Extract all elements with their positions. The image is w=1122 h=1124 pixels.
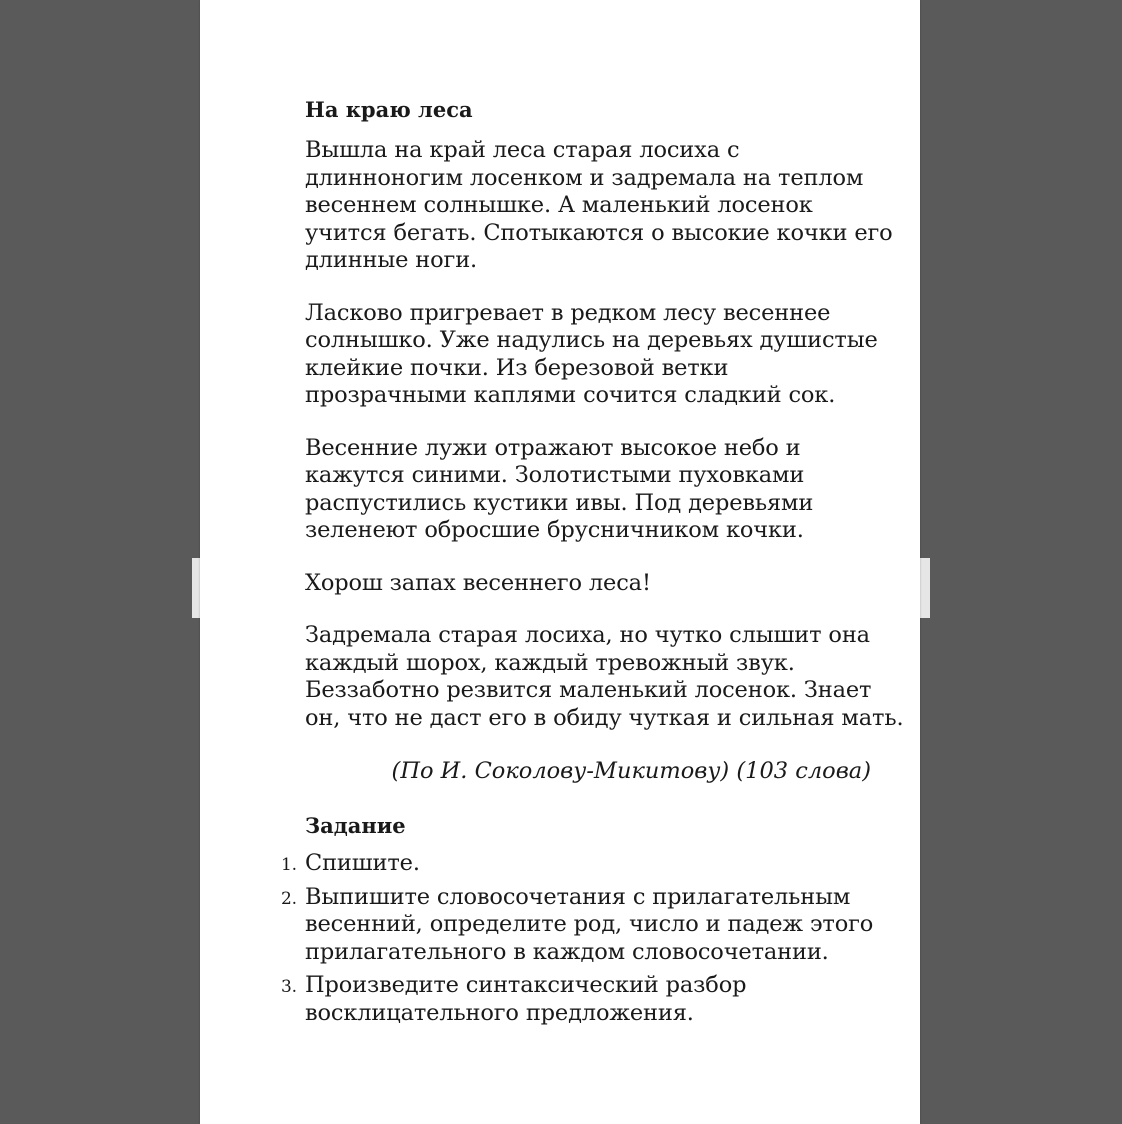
paragraph-line: Ласково пригревает в редком лесу весеннее bbox=[305, 299, 831, 326]
paragraph-line: солнышко. Уже надулись на деревьях душистые bbox=[305, 327, 878, 353]
paragraph bbox=[305, 299, 878, 410]
task-line: Спишите. bbox=[305, 850, 420, 876]
paragraph-line: длинноногим лосенком и задремала на теплом bbox=[305, 164, 864, 191]
task-line: весенний, определите род, число и падеж этого bbox=[305, 911, 874, 937]
paragraph-line: Задремала старая лосиха, но чутко слышит она bbox=[305, 622, 870, 648]
paragraph-line: Беззаботно резвится маленький лосенок. Знает bbox=[305, 677, 872, 703]
task-number: 1. bbox=[281, 855, 297, 875]
paragraph-line: Хорош запах весеннего леса! bbox=[305, 569, 651, 596]
task-line: прилагательного в каждом словосочетании. bbox=[305, 938, 829, 965]
task-list bbox=[281, 850, 875, 1027]
paragraph-line: каждый шорох, каждый тревожный звук. bbox=[305, 649, 795, 676]
task-line: Выпишите словосочетания с прилагательным bbox=[305, 883, 851, 910]
paragraph-line: он, что не даст его в обиду чуткая и сильная мать. bbox=[305, 704, 904, 731]
paragraph-line: распустились кустики ивы. Под деревьями bbox=[305, 489, 814, 516]
paragraph bbox=[305, 137, 893, 275]
paragraph-line: зеленеют обросшие брусничником кочки. bbox=[305, 517, 804, 543]
paragraph bbox=[305, 570, 875, 598]
text-attribution: (По И. Соколову-Микитову) (103 слова) bbox=[391, 758, 871, 784]
paragraph-line: учится бегать. Спотыкаются о высокие кочки его bbox=[305, 219, 893, 246]
paragraph bbox=[305, 622, 904, 732]
task-item bbox=[281, 850, 875, 878]
document-page bbox=[200, 0, 920, 1124]
task-item bbox=[281, 972, 875, 1027]
paragraph bbox=[305, 435, 875, 545]
text-title: На краю леса bbox=[305, 97, 473, 122]
task-number: 3. bbox=[281, 977, 297, 997]
paragraph-line: Весенние лужи отражают высокое небо и bbox=[305, 434, 801, 461]
task-line: восклицательного предложения. bbox=[305, 999, 694, 1026]
paragraph-line: Вышла на край леса старая лосиха с bbox=[305, 137, 740, 163]
paragraph-line: длинные ноги. bbox=[305, 247, 478, 273]
paragraph-line: прозрачными каплями сочится сладкий сок. bbox=[305, 382, 836, 408]
paragraph-line: весеннем солнышке. А маленький лосенок bbox=[305, 192, 813, 218]
document-content bbox=[281, 96, 904, 1033]
task-heading: Задание bbox=[305, 813, 406, 838]
paragraph-line: клейкие почки. Из березовой ветки bbox=[305, 354, 729, 381]
task-number: 2. bbox=[281, 888, 297, 909]
task-item bbox=[281, 883, 875, 967]
task-line: Произведите синтаксический разбор bbox=[305, 972, 747, 998]
paragraph-line: кажутся синими. Золотистыми пуховками bbox=[305, 462, 805, 488]
